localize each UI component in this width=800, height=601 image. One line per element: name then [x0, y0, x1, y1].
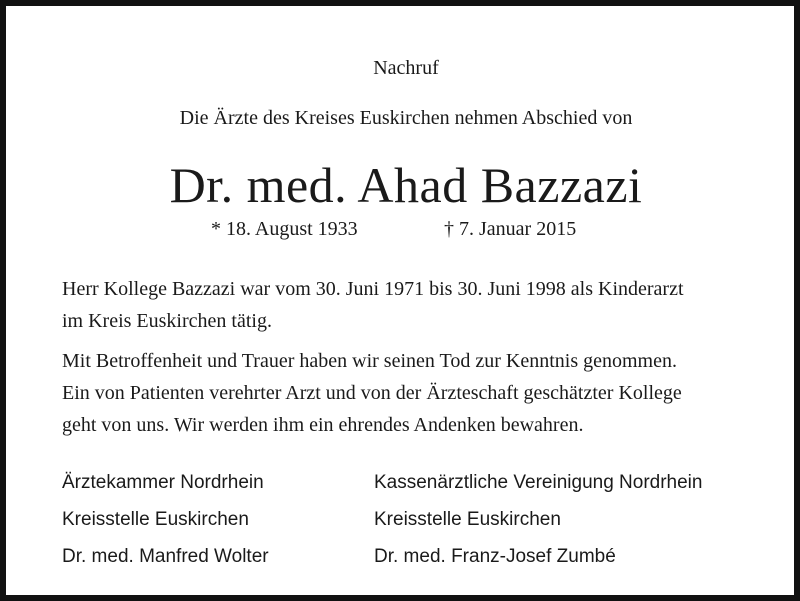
career-paragraph [62, 273, 762, 337]
death-date: † 7. Januar 2015 [444, 218, 577, 240]
condolence-line: Ein von Patienten verehrter Arzt und von der Ärzteschaft geschätzter Kollege [62, 382, 682, 404]
deceased-name: Dr. med. Ahad Bazzazi [169, 157, 643, 213]
notice-heading: Nachruf [373, 57, 439, 79]
signature-block-kv [374, 464, 702, 575]
signature-branch: Kreisstelle Euskirchen [374, 509, 561, 530]
birth-date: * 18. August 1933 [211, 218, 358, 240]
signature-branch: Kreisstelle Euskirchen [62, 509, 249, 530]
condolence-line: Mit Betroffenheit und Trauer haben wir seinen Tod zur Kenntnis genommen. [62, 350, 677, 372]
condolence-line: geht von uns. Wir werden ihm ein ehrendes Andenken bewahren. [62, 414, 584, 436]
signature-block-aerztekammer [62, 464, 269, 575]
signature-organization: Ärztekammer Nordrhein [62, 472, 264, 493]
career-line: im Kreis Euskirchen tätig. [62, 310, 272, 332]
notice-intro: Die Ärzte des Kreises Euskirchen nehmen Abschied von [179, 107, 633, 129]
condolence-paragraph [62, 345, 762, 441]
signature-person: Dr. med. Manfred Wolter [62, 546, 269, 567]
signature-person: Dr. med. Franz-Josef Zumbé [374, 546, 616, 567]
signature-organization: Kassenärztliche Vereinigung Nordrhein [374, 472, 703, 493]
career-line: Herr Kollege Bazzazi war vom 30. Juni 1971 bis 30. Juni 1998 als Kinderarzt [62, 278, 684, 300]
